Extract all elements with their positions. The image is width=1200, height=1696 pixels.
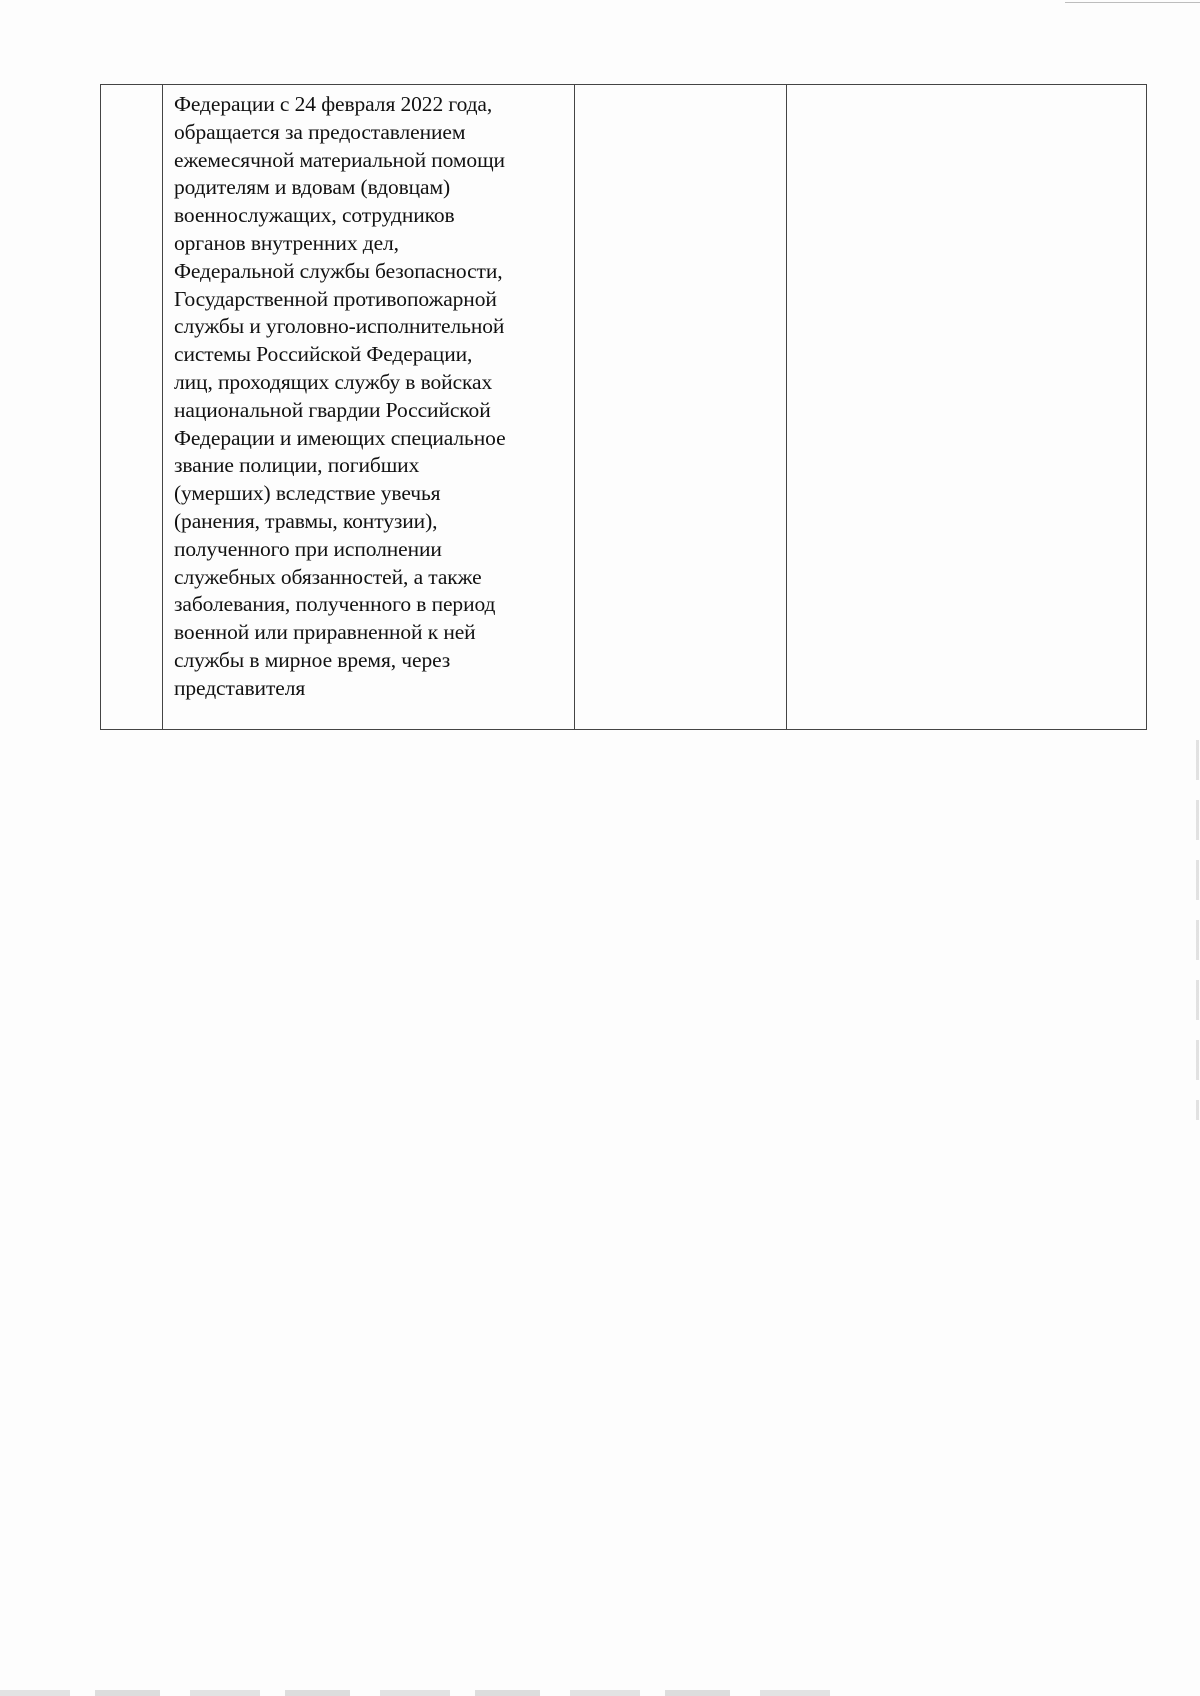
scan-artifact-top [1065,2,1200,3]
table-cell-number [101,85,163,730]
table-cell-fourth [787,85,1147,730]
table-cell-third [575,85,787,730]
cell-number-text [101,85,162,91]
cell-fourth-text [787,85,1146,91]
scan-artifact-bottom [0,1690,830,1696]
scan-artifact-right [1196,740,1199,1120]
cell-description-text: Федерации с 24 февраля 2022 года, обращается за предоставлением ежемесячной материальной помощи родителям и вдовам (вдовцам) военнослужащих, сотрудников органов внутренних дел, Федеральной службы безопасности, Государственной противопожарной службы и уголовно-исполнительной системы Российской Федерации, лиц, проходящих службу в войсках национальной гвардии Российской Федерации и имеющих специальное звание полиции, погибших (умерших) вследствие увечья (ранения, травмы, контузии), полученного при исполнении служебных обязанностей, а также заболевания, полученного в период военной или приравненной к ней службы в мирное время, через представителя [174,92,506,700]
table-row [101,85,1147,730]
table-cell-description [163,85,575,730]
cell-third-text [575,85,786,91]
document-table [100,84,1147,730]
